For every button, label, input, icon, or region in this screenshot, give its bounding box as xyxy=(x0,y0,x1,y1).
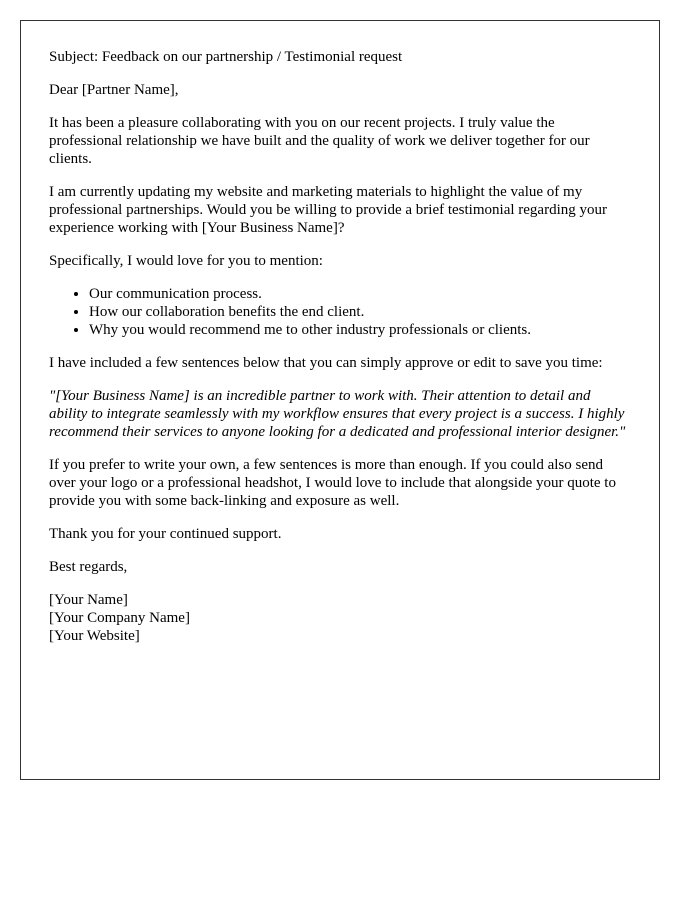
list-item: • Our communication process. xyxy=(89,285,631,303)
signature-company: [Your Company Name] xyxy=(49,610,190,626)
alternative-paragraph: If you prefer to write your own, a few sentences is more than enough. If you could also send over your logo or a professional headshot, I would love to include that alongside your quote to provide you with some back-linking and exposure as well. xyxy=(49,457,616,509)
draft-intro-paragraph: I have included a few sentences below that you can simply approve or edit to save you time: xyxy=(49,355,603,371)
intro-paragraph: It has been a pleasure collaborating with you on our recent projects. I truly value the professional relationship we have built and the quality of work we deliver together for our clients. xyxy=(49,115,590,167)
list-item: • How our collaboration benefits the end client. xyxy=(89,303,631,321)
request-paragraph: I am currently updating my website and marketing materials to highlight the value of my professional partnerships. Would you be willing to provide a brief testimonial regarding your experience working with [Your Business Name]? xyxy=(49,184,607,236)
sample-testimonial-quote: "[Your Business Name] is an incredible partner to work with. Their attention to detail and ability to integrate seamlessly with my workflow ensures that every project is a success. I highly recommend their services to anyone looking for a dedicated and professional interior designer." xyxy=(49,388,626,440)
thanks-line: Thank you for your continued support. xyxy=(49,526,282,542)
signature-name: [Your Name] xyxy=(49,592,128,608)
letter-document xyxy=(20,20,660,780)
closing-line: Best regards, xyxy=(49,559,128,575)
salutation: Dear [Partner Name], xyxy=(49,82,179,98)
list-intro: Specifically, I would love for you to mention: xyxy=(49,253,323,269)
subject-line: Subject: Feedback on our partnership / Testimonial request xyxy=(49,49,403,65)
signature-block xyxy=(49,591,631,645)
mention-list xyxy=(49,285,631,339)
signature-website: [Your Website] xyxy=(49,628,140,644)
list-item: • Why you would recommend me to other industry professionals or clients. xyxy=(89,321,631,339)
